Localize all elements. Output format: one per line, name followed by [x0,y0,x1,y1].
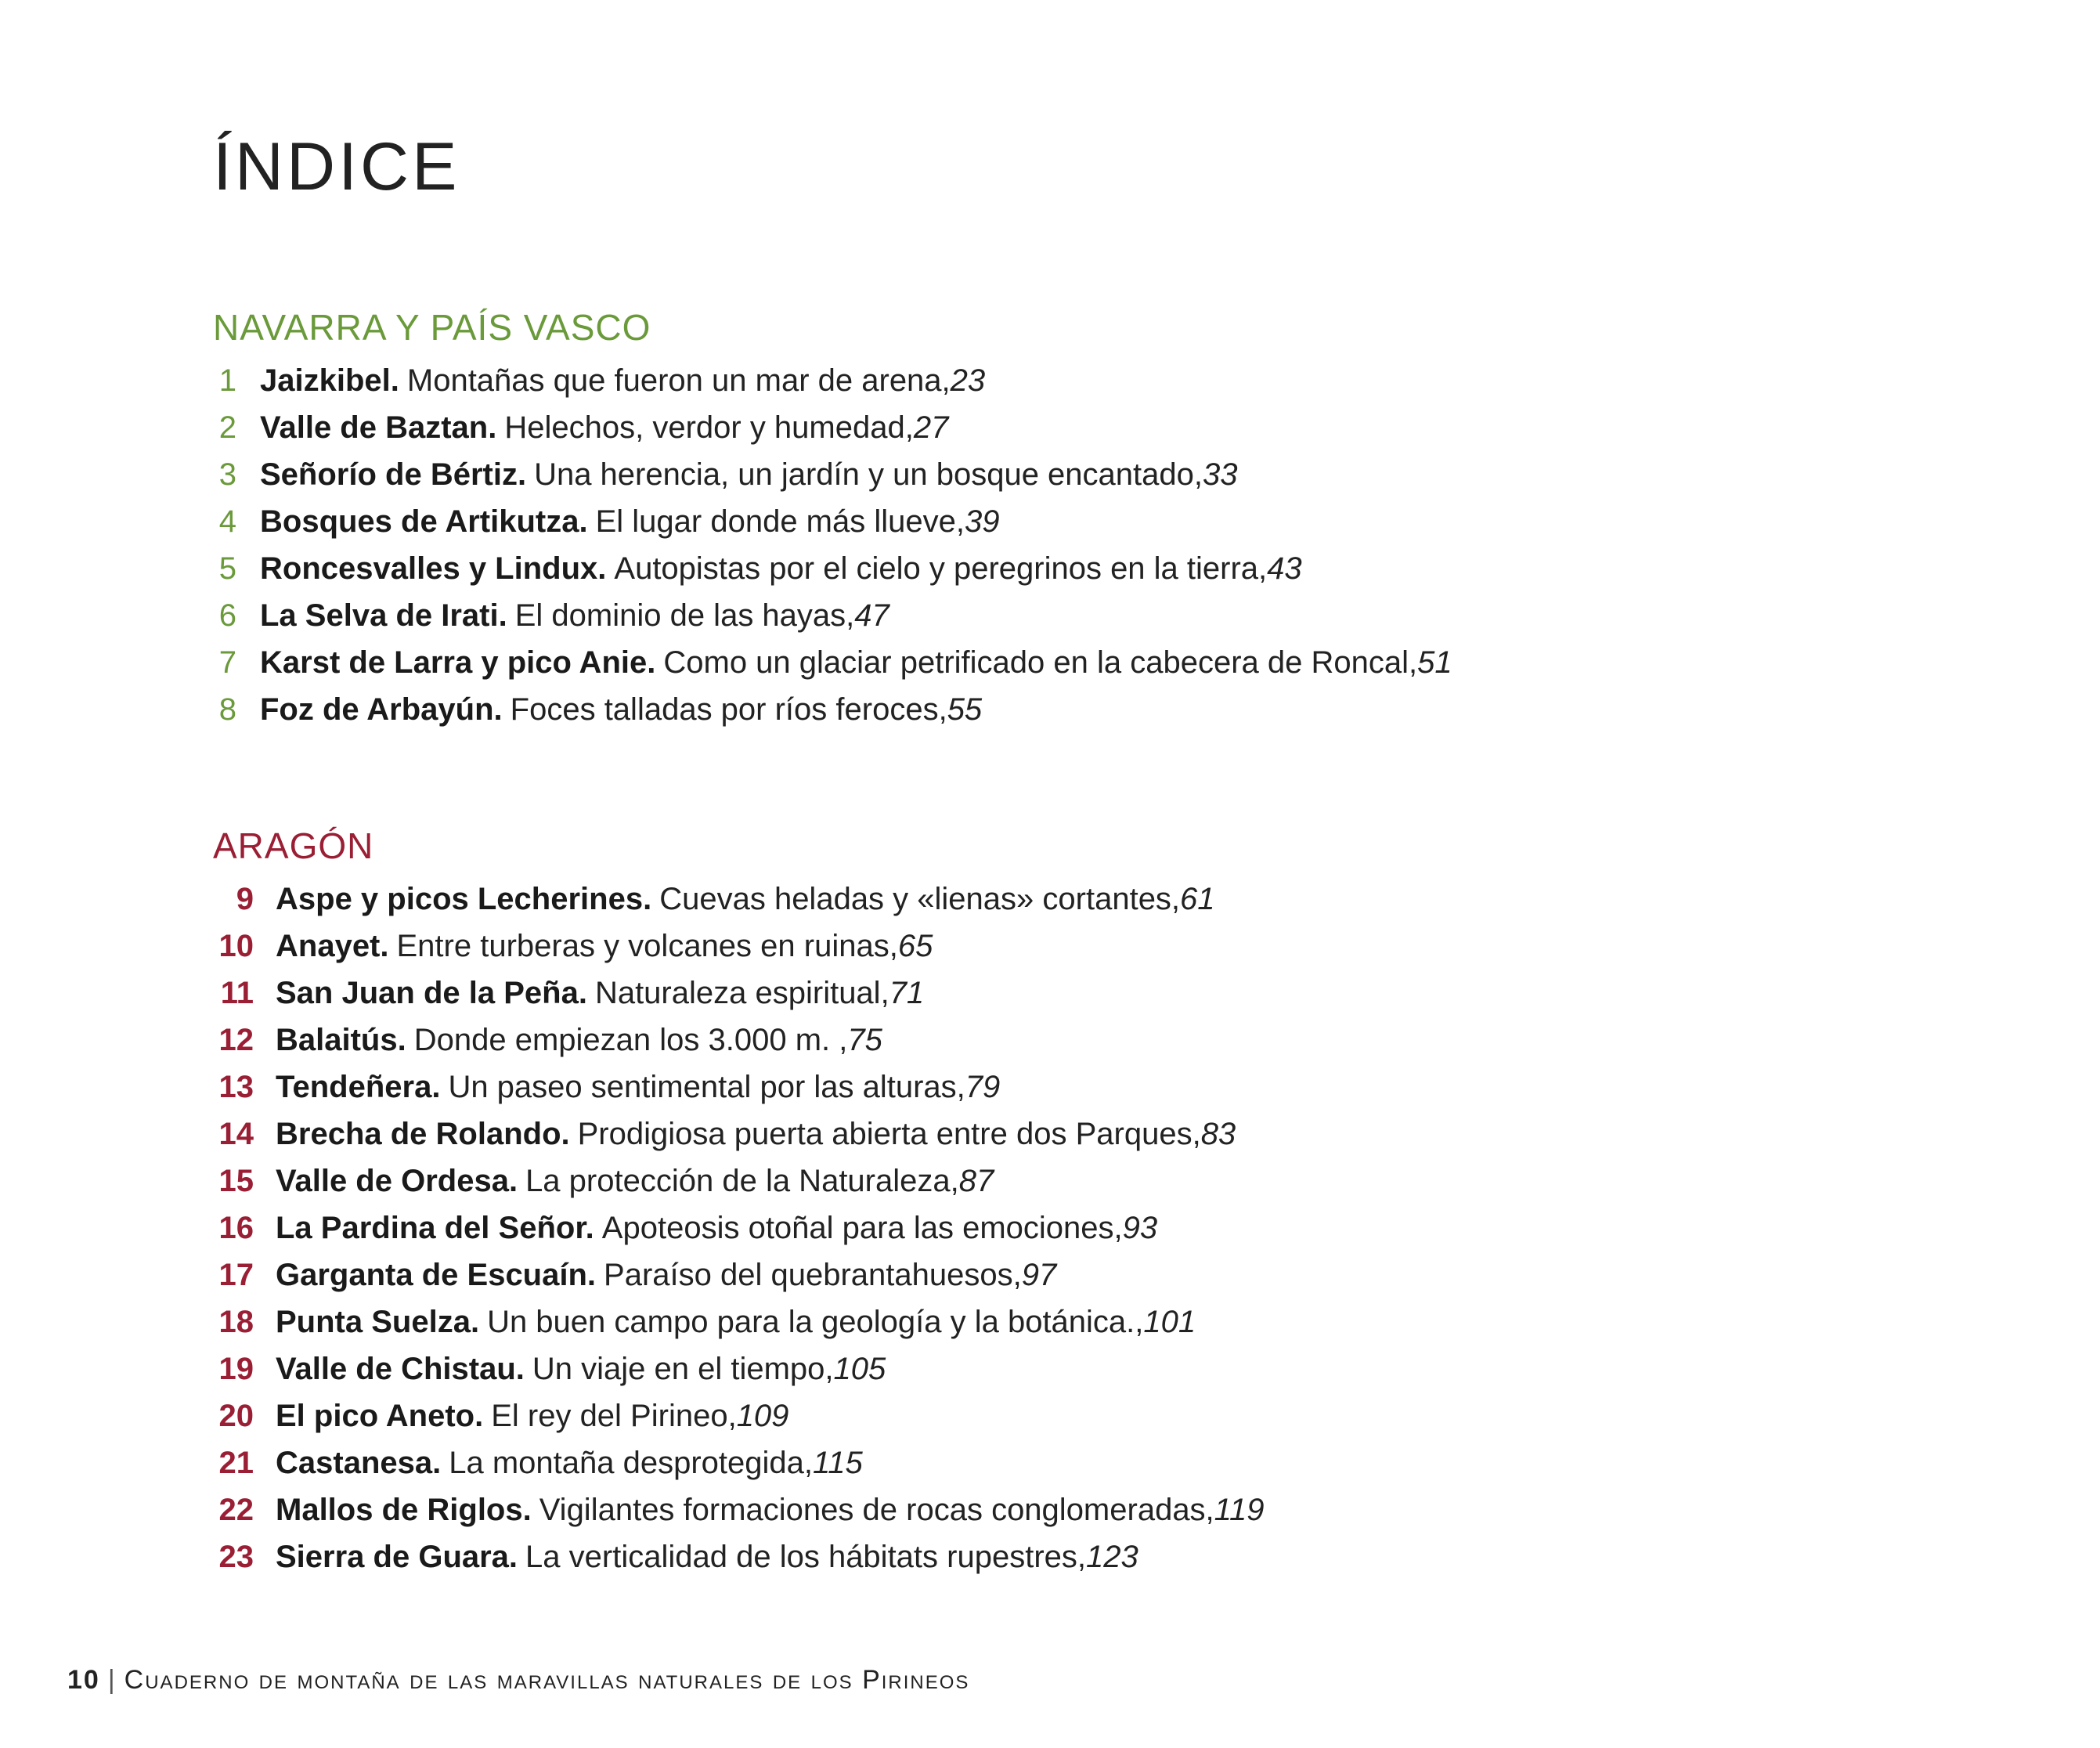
entry-number: 22 [218,1493,254,1527]
entry-description: Helechos, verdor y humedad, [504,410,914,445]
toc-entry [213,1064,1264,1111]
entry-number: 10 [218,929,254,963]
toc-entry [213,923,1264,970]
section-heading: NAVARRA Y PAÍS VASCO [213,307,651,348]
entry-page: 93 [1122,1211,1158,1245]
entry-page: 101 [1143,1305,1196,1339]
entry-page: 27 [913,410,949,445]
entry-number: 17 [218,1258,254,1292]
toc-entry [213,686,1452,733]
entry-page: 109 [736,1399,789,1433]
entry-description: Paraíso del quebrantahuesos, [604,1258,1022,1292]
entry-number: 6 [218,598,236,633]
entry-page: 87 [958,1164,994,1198]
entry-description: Un buen campo para la geología y la botánica., [487,1305,1144,1339]
entry-title: Valle de Chistau. [276,1352,525,1386]
entry-description: Prodigiosa puerta abierta entre dos Parques, [577,1117,1201,1151]
entry-page: 119 [1214,1493,1265,1527]
toc-entry [213,1017,1264,1064]
entry-page: 105 [833,1352,886,1386]
entry-description: Apoteosis otoñal para las emociones, [601,1211,1123,1245]
entry-description: Autopistas por el cielo y peregrinos en la tierra, [614,551,1268,586]
toc-entry [213,1345,1264,1392]
entry-page: 43 [1267,551,1302,586]
entry-page: 83 [1200,1117,1236,1151]
entry-description: La verticalidad de los hábitats rupestres, [525,1540,1087,1574]
toc-entry [213,1533,1264,1580]
entry-title: Aspe y picos Lecherines. [276,882,652,916]
entry-number: 23 [218,1540,254,1574]
entry-title: El pico Aneto. [276,1399,484,1433]
entry-list [213,357,1452,733]
toc-entry [213,970,1264,1017]
entry-description: Montañas que fueron un mar de arena, [406,363,951,398]
entry-description: Cuevas heladas y «lienas» cortantes, [659,882,1181,916]
toc-entry [213,1204,1264,1251]
toc-entry [213,1251,1264,1298]
page-footer [67,1665,969,1696]
entry-title: Karst de Larra y pico Anie. [260,645,656,680]
entry-list [213,876,1264,1580]
entry-page: 75 [847,1023,882,1057]
entry-number: 18 [218,1305,254,1339]
entry-number: 9 [236,882,254,916]
entry-title: San Juan de la Peña. [276,976,587,1010]
entry-page: 55 [947,692,983,727]
entry-page: 23 [950,363,986,398]
entry-title: Foz de Arbayún. [260,692,503,727]
section-aragon [213,822,1264,1580]
section-heading: ARAGÓN [213,825,374,866]
entry-page: 51 [1417,645,1452,680]
entry-number: 12 [218,1023,254,1057]
toc-entry [213,1298,1264,1345]
toc-entry [213,498,1452,545]
entry-page: 33 [1203,457,1238,492]
entry-page: 115 [813,1446,863,1480]
entry-number: 20 [218,1399,254,1433]
entry-title: Brecha de Rolando. [276,1117,570,1151]
entry-description: La protección de la Naturaleza, [525,1164,959,1198]
entry-title: La Pardina del Señor. [276,1211,594,1245]
entry-page: 71 [889,976,925,1010]
entry-number: 15 [218,1164,254,1198]
toc-entry [213,1158,1264,1204]
entry-page: 79 [965,1070,1001,1104]
entry-description: El rey del Pirineo, [491,1399,737,1433]
entry-title: Mallos de Riglos. [276,1493,532,1527]
toc-entry [213,451,1452,498]
entry-title: Balaitús. [276,1023,406,1057]
entry-number: 7 [218,645,236,680]
toc-entry [213,545,1452,592]
toc-entry [213,639,1452,686]
entry-page: 65 [897,929,933,963]
entry-number: 13 [218,1070,254,1104]
toc-entry [213,1486,1264,1533]
entry-description: La montaña desprotegida, [449,1446,814,1480]
entry-title: Jaizkibel. [260,363,399,398]
entry-title: Tendeñera. [276,1070,441,1104]
entry-number: 4 [218,504,236,539]
entry-description: Como un glaciar petrificado en la cabecera de Roncal, [663,645,1418,680]
entry-number: 16 [218,1211,254,1245]
entry-title: La Selva de Irati. [260,598,507,633]
toc-entry [213,1392,1264,1439]
toc-entry [213,404,1452,451]
entry-number: 19 [218,1352,254,1386]
entry-title: Valle de Baztan. [260,410,497,445]
entry-description: El dominio de las hayas, [514,598,855,633]
toc-entry [213,876,1264,923]
entry-number: 11 [220,976,254,1010]
entry-title: Anayet. [276,929,389,963]
entry-description: Una herencia, un jardín y un bosque encantado, [534,457,1203,492]
entry-number: 5 [218,551,236,586]
book-title: Cuaderno de montaña de las maravillas naturales de los Pirineos [124,1665,970,1695]
section-navarra [213,304,1452,733]
entry-number: 1 [218,363,236,398]
entry-number: 3 [218,457,236,492]
toc-entry [213,1439,1264,1486]
entry-description: Vigilantes formaciones de rocas conglomeradas, [539,1493,1214,1527]
entry-page: 61 [1180,882,1215,916]
entry-title: Bosques de Artikutza. [260,504,588,539]
entry-description: Un paseo sentimental por las alturas, [448,1070,965,1104]
page-number: 10 [67,1665,100,1695]
entry-number: 21 [218,1446,254,1480]
toc-entry [213,357,1452,404]
entry-title: Garganta de Escuaín. [276,1258,597,1292]
entry-number: 14 [218,1117,254,1151]
entry-page: 47 [854,598,889,633]
footer-separator: | [107,1665,117,1695]
entry-description: Donde empiezan los 3.000 m. , [413,1023,848,1057]
entry-title: Roncesvalles y Lindux. [260,551,607,586]
entry-number: 2 [218,410,236,445]
entry-description: El lugar donde más llueve, [595,504,965,539]
entry-description: Naturaleza espiritual, [594,976,889,1010]
entry-description: Un viaje en el tiempo, [532,1352,834,1386]
entry-number: 8 [218,692,236,727]
entry-page: 123 [1086,1540,1138,1574]
entry-title: Señorío de Bértiz. [260,457,527,492]
toc-entry [213,592,1452,639]
toc-entry [213,1111,1264,1158]
entry-description: Entre turberas y volcanes en ruinas, [396,929,898,963]
page-title: ÍNDICE [213,129,460,204]
entry-title: Punta Suelza. [276,1305,480,1339]
entry-description: Foces talladas por ríos feroces, [510,692,947,727]
entry-page: 97 [1021,1258,1057,1292]
entry-title: Castanesa. [276,1446,442,1480]
entry-title: Sierra de Guara. [276,1540,518,1574]
entry-page: 39 [964,504,1000,539]
entry-title: Valle de Ordesa. [276,1164,518,1198]
